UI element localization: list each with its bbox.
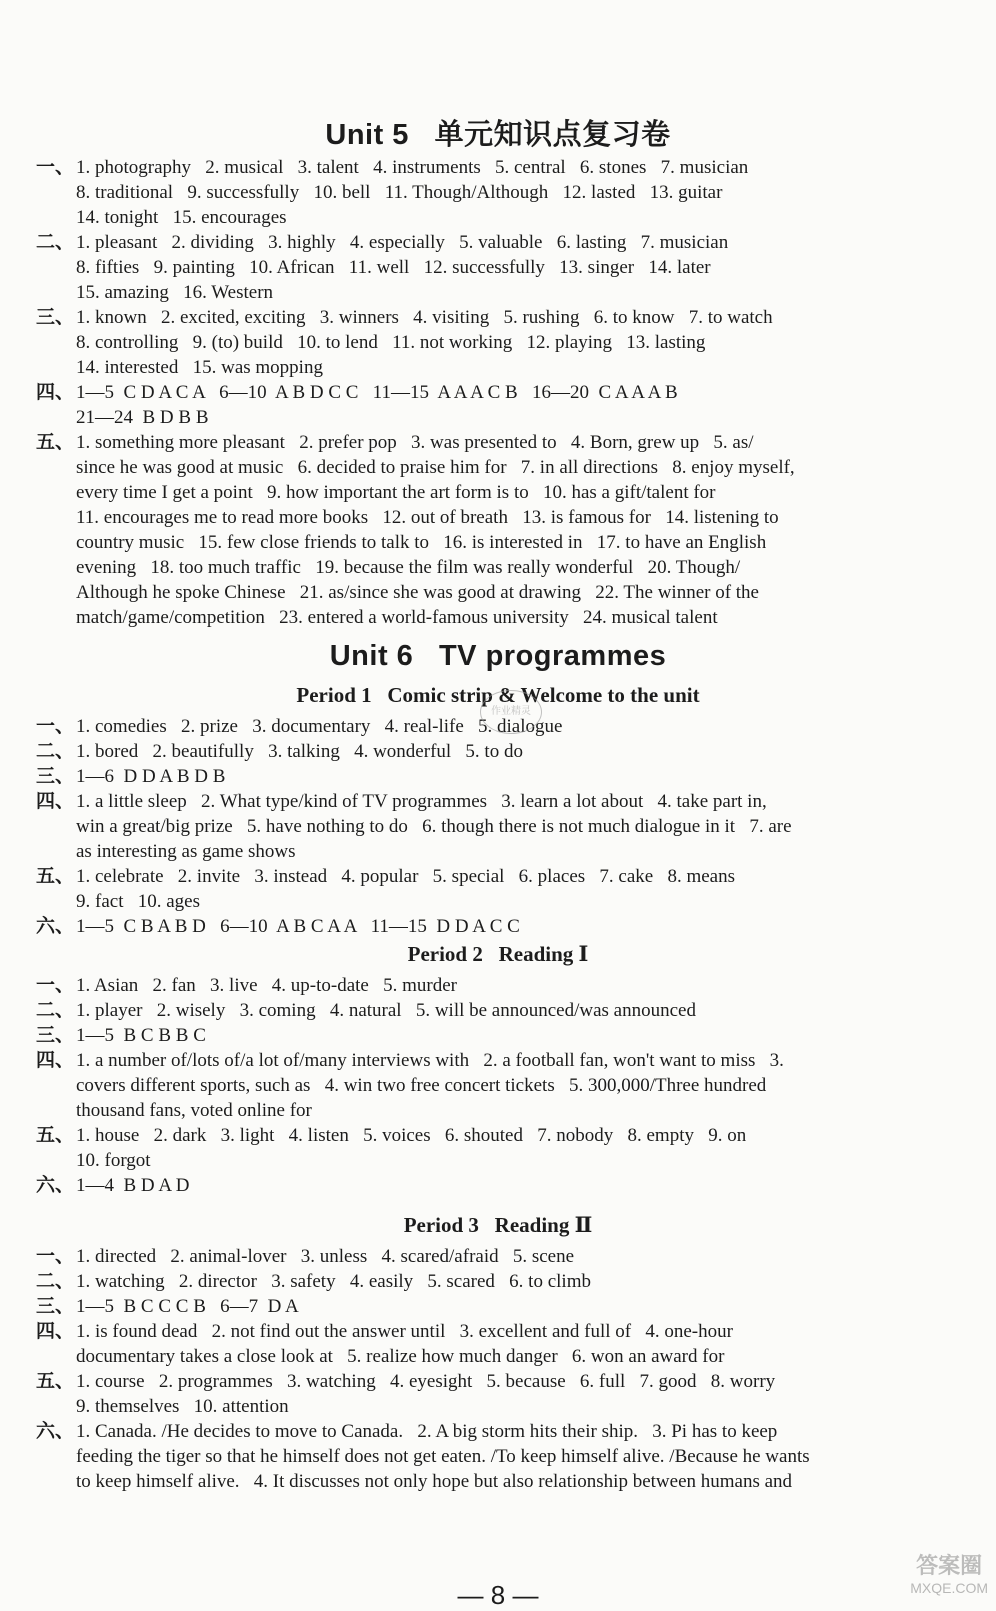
answer-line: 1. watching 2. director 3. safety 4. easily 5. scared 6. to climb [76, 1271, 591, 1292]
answer-section [0, 380, 996, 430]
period-title: Period 2 Reading Ⅰ [407, 942, 589, 966]
answer-line: 1. a number of/lots of/a lot of/many interviews with 2. a football fan, won't want to miss 3. [76, 1050, 784, 1071]
answer-section [0, 789, 996, 864]
section-number: 五、 [36, 1125, 75, 1146]
section-number: 三、 [36, 1296, 75, 1317]
answer-section [0, 1294, 996, 1319]
answer-line: 1. a little sleep 2. What type/kind of TV programmes 3. learn a lot about 4. take part in, [76, 791, 767, 812]
answer-line: 1. known 2. excited, exciting 3. winners 4. visiting 5. rushing 6. to know 7. to watch [76, 307, 773, 328]
answer-line: 14. tonight 15. encourages [76, 207, 287, 228]
section-number: 五、 [36, 1371, 75, 1392]
answer-section [0, 1319, 996, 1369]
answer-line: match/game/competition 23. entered a world-famous university 24. musical talent [76, 607, 718, 628]
section-number: 五、 [36, 432, 75, 453]
section-number: 二、 [36, 1000, 75, 1021]
section-number: 四、 [36, 791, 75, 812]
answer-line: 1. photography 2. musical 3. talent 4. instruments 5. central 6. stones 7. musician [76, 157, 749, 178]
content-column [0, 112, 996, 1494]
watermark-stamp: 作业精灵 [480, 690, 542, 734]
answer-section [0, 714, 996, 739]
section-number: 四、 [36, 1321, 75, 1342]
section-number: 一、 [36, 716, 75, 737]
answer-line: thousand fans, voted online for [76, 1100, 312, 1121]
answer-section [0, 230, 996, 305]
answer-line: 11. encourages me to read more books 12. out of breath 13. is famous for 14. listening to [76, 507, 779, 528]
answer-line: 1. Canada. /He decides to move to Canada. 2. A big storm hits their ship. 3. Pi has to keep [76, 1421, 778, 1442]
answer-section [0, 430, 996, 630]
section-number: 一、 [36, 157, 75, 178]
section-number: 一、 [36, 1246, 75, 1267]
answer-line: 21—24 B D B B [76, 407, 209, 428]
period-title: Period 3 Reading Ⅱ [403, 1213, 593, 1237]
answer-section [0, 305, 996, 380]
answer-line: Although he spoke Chinese 21. as/since she was good at drawing 22. The winner of the [76, 582, 759, 603]
answer-line: 1. is found dead 2. not find out the answer until 3. excellent and full of 4. one-hour [76, 1321, 733, 1342]
answer-line: evening 18. too much traffic 19. because the film was really wonderful 20. Though/ [76, 557, 741, 578]
section-number: 四、 [36, 382, 75, 403]
answer-line: 1—5 B C C C B 6—7 D A [76, 1296, 299, 1317]
answer-section [0, 155, 996, 230]
answer-line: 1—5 B C B B C [76, 1025, 206, 1046]
answer-section [0, 864, 996, 914]
answer-line: 1. something more pleasant 2. prefer pop 3. was presented to 4. Born, grew up 5. as/ [76, 432, 754, 453]
answer-line: 1. directed 2. animal-lover 3. unless 4. scared/afraid 5. scene [76, 1246, 575, 1267]
answer-section [0, 1269, 996, 1294]
answer-section [0, 998, 996, 1023]
answer-line: feeding the tiger so that he himself does not get eaten. /To keep himself alive. /Because he wants [76, 1446, 810, 1467]
section-number: 一、 [36, 975, 75, 996]
section-number: 六、 [36, 1421, 75, 1442]
answer-line: 1. comedies 2. prize 3. documentary 4. real-life 5. dialogue [76, 716, 563, 737]
answer-line: 1. celebrate 2. invite 3. instead 4. popular 5. special 6. places 7. cake 8. means [76, 866, 735, 887]
answer-line: country music 15. few close friends to talk to 16. is interested in 17. to have an English [76, 532, 767, 553]
answer-line: to keep himself alive. 4. It discusses not only hope but also relationship between humans and [76, 1471, 793, 1492]
answer-line: 8. fifties 9. painting 10. African 11. well 12. successfully 13. singer 14. later [76, 257, 711, 278]
answer-line: documentary takes a close look at 5. realize how much danger 6. won an award for [76, 1346, 725, 1367]
answer-section [0, 1369, 996, 1419]
section-number: 二、 [36, 232, 75, 253]
answer-line: 1. pleasant 2. dividing 3. highly 4. especially 5. valuable 6. lasting 7. musician [76, 232, 729, 253]
watermark-site: MXQE.COM [910, 1580, 988, 1596]
answer-line: 1—4 B D A D [76, 1175, 190, 1196]
answer-line: win a great/big prize 5. have nothing to do 6. though there is not much dialogue in it 7. are [76, 816, 792, 837]
section-number: 四、 [36, 1050, 75, 1071]
answer-line: 1. course 2. programmes 3. watching 4. eyesight 5. because 6. full 7. good 8. worry [76, 1371, 776, 1392]
answer-line: 1—6 D D A B D B [76, 766, 226, 787]
answer-line: every time I get a point 9. how important the art form is to 10. has a gift/talent for [76, 482, 716, 503]
section-number: 二、 [36, 1271, 75, 1292]
answer-line: 1. house 2. dark 3. light 4. listen 5. voices 6. shouted 7. nobody 8. empty 9. on [76, 1125, 747, 1146]
answer-line: 15. amazing 16. Western [76, 282, 274, 303]
unit-5-title: Unit 5 单元知识点复习卷 [325, 119, 671, 151]
section-number: 五、 [36, 866, 75, 887]
answer-section [0, 764, 996, 789]
answer-line: covers different sports, such as 4. win two free concert tickets 5. 300,000/Three hundred [76, 1075, 767, 1096]
unit-6-title: Unit 6 TV programmes [329, 640, 667, 672]
answer-line: 8. controlling 9. (to) build 10. to lend 11. not working 12. playing 13. lasting [76, 332, 706, 353]
period-title: Period 1 Comic strip & Welcome to the unit [296, 683, 700, 707]
section-number: 二、 [36, 741, 75, 762]
answer-line: as interesting as game shows [76, 841, 296, 862]
answer-section [0, 1123, 996, 1173]
page-number: — 8 — [457, 1580, 539, 1610]
section-number: 三、 [36, 766, 75, 787]
answer-section [0, 1173, 996, 1198]
answer-line: 1. player 2. wisely 3. coming 4. natural 5. will be announced/was announced [76, 1000, 696, 1021]
answer-line: 1. Asian 2. fan 3. live 4. up-to-date 5. murder [76, 975, 457, 996]
answer-section [0, 914, 996, 939]
section-number: 三、 [36, 307, 75, 328]
answer-line: since he was good at music 6. decided to praise him for 7. in all directions 8. enjoy myself, [76, 457, 795, 478]
section-number: 六、 [36, 916, 75, 937]
answer-line: 1. bored 2. beautifully 3. talking 4. wonderful 5. to do [76, 741, 523, 762]
section-number: 三、 [36, 1025, 75, 1046]
watermark-logo-text: 答案圈 [916, 1553, 983, 1578]
answer-line: 1—5 C D A C A 6—10 A B D C C 11—15 A A A C B 16—20 C A A A B [76, 382, 678, 403]
answer-line: 1—5 C B A B D 6—10 A B C A A 11—15 D D A C C [76, 916, 520, 937]
answer-line: 10. forgot [76, 1150, 151, 1171]
answer-line: 9. fact 10. ages [76, 891, 200, 912]
answer-section [0, 1048, 996, 1123]
answer-line: 8. traditional 9. successfully 10. bell 11. Though/Although 12. lasted 13. guitar [76, 182, 723, 203]
answer-section [0, 973, 996, 998]
answer-section [0, 1419, 996, 1494]
section-number: 六、 [36, 1175, 75, 1196]
answer-section [0, 1023, 996, 1048]
answer-section [0, 1244, 996, 1269]
answer-line: 14. interested 15. was mopping [76, 357, 323, 378]
answer-section [0, 739, 996, 764]
answer-line: 9. themselves 10. attention [76, 1396, 289, 1417]
